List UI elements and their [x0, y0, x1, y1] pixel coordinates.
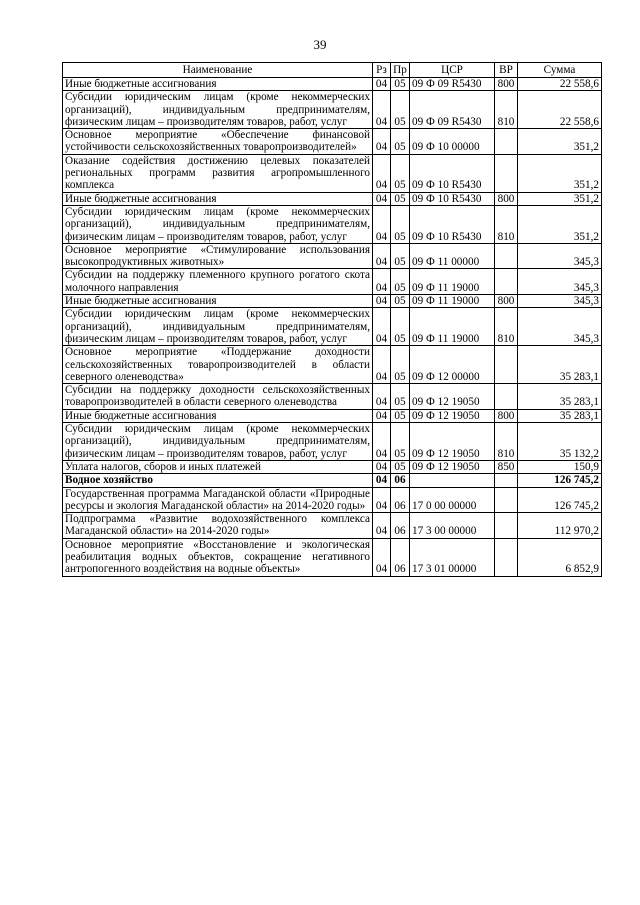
row-pr: 05	[391, 192, 410, 205]
row-rz: 04	[373, 384, 391, 410]
row-vr: 800	[495, 192, 518, 205]
row-name: Основное мероприятие «Обеспечение финансовой устойчивости сельскохозяйственных товаропроизводителей»	[63, 129, 373, 155]
row-sum: 35 132,2	[518, 423, 602, 461]
row-sum: 6 852,9	[518, 538, 602, 576]
row-pr: 05	[391, 308, 410, 346]
row-csr: 09 Ф 09 R5430	[410, 91, 495, 129]
row-vr: 810	[495, 308, 518, 346]
row-vr: 800	[495, 295, 518, 308]
row-pr: 05	[391, 460, 410, 473]
row-pr: 05	[391, 78, 410, 91]
row-vr: 810	[495, 423, 518, 461]
row-name: Основное мероприятие «Поддержание доходности сельскохозяйственных товаропроизводителей в области северного оленеводства»	[63, 346, 373, 384]
row-pr: 05	[391, 129, 410, 155]
row-vr	[495, 487, 518, 513]
row-vr	[495, 474, 518, 487]
row-name: Иные бюджетные ассигнования	[63, 78, 373, 91]
row-pr: 05	[391, 205, 410, 243]
row-pr: 05	[391, 384, 410, 410]
row-vr	[495, 513, 518, 539]
row-pr: 05	[391, 243, 410, 269]
row-name: Субсидии на поддержку племенного крупного рогатого скота молочного направления	[63, 269, 373, 295]
row-sum: 126 745,2	[518, 474, 602, 487]
row-vr: 810	[495, 91, 518, 129]
header-vr: ВР	[495, 63, 518, 78]
row-rz: 04	[373, 513, 391, 539]
row-rz: 04	[373, 308, 391, 346]
row-rz: 04	[373, 409, 391, 422]
row-pr: 05	[391, 295, 410, 308]
header-sum: Сумма	[518, 63, 602, 78]
row-name: Уплата налогов, сборов и иных платежей	[63, 460, 373, 473]
header-csr: ЦСР	[410, 63, 495, 78]
row-csr: 09 Ф 12 19050	[410, 409, 495, 422]
row-name: Субсидии юридическим лицам (кроме некоммерческих организаций), индивидуальным предпринимателям, физическим лицам – производителям товаров, работ, услуг	[63, 423, 373, 461]
row-csr: 09 Ф 12 19050	[410, 384, 495, 410]
row-sum: 112 970,2	[518, 513, 602, 539]
row-sum: 126 745,2	[518, 487, 602, 513]
row-sum: 345,3	[518, 308, 602, 346]
table-row	[63, 154, 602, 192]
table-row	[63, 91, 602, 129]
table-row	[63, 308, 602, 346]
row-vr	[495, 129, 518, 155]
row-rz: 04	[373, 474, 391, 487]
row-sum: 351,2	[518, 192, 602, 205]
row-csr: 09 Ф 10 R5430	[410, 192, 495, 205]
row-vr: 850	[495, 460, 518, 473]
page-number: 39	[313, 37, 327, 52]
header-name: Наименование	[63, 63, 373, 78]
row-sum: 22 558,6	[518, 91, 602, 129]
row-name: Основное мероприятие «Восстановление и экологическая реабилитация водных объектов, сокращение негативного антропогенного воздействия на водные объекты»	[63, 538, 373, 576]
row-rz: 04	[373, 129, 391, 155]
row-csr: 17 3 00 00000	[410, 513, 495, 539]
row-rz: 04	[373, 346, 391, 384]
row-rz: 04	[373, 295, 391, 308]
row-sum: 150,9	[518, 460, 602, 473]
row-pr: 06	[391, 474, 410, 487]
row-vr: 800	[495, 409, 518, 422]
table-row	[63, 78, 602, 91]
table-row	[63, 460, 602, 473]
row-rz: 04	[373, 269, 391, 295]
row-name: Субсидии на поддержку доходности сельскохозяйственных товаропроизводителей в области северного оленеводства	[63, 384, 373, 410]
row-pr: 06	[391, 513, 410, 539]
row-rz: 04	[373, 205, 391, 243]
row-sum: 35 283,1	[518, 346, 602, 384]
row-csr: 09 Ф 11 19000	[410, 269, 495, 295]
row-csr	[410, 474, 495, 487]
row-pr: 05	[391, 423, 410, 461]
table-row	[63, 423, 602, 461]
row-name: Субсидии юридическим лицам (кроме некоммерческих организаций), индивидуальным предпринимателям, физическим лицам – производителям товаров, работ, услуг	[63, 205, 373, 243]
table-row	[63, 409, 602, 422]
row-vr	[495, 243, 518, 269]
row-sum: 22 558,6	[518, 78, 602, 91]
row-csr: 09 Ф 11 00000	[410, 243, 495, 269]
header-rz: Рз	[373, 63, 391, 78]
row-rz: 04	[373, 487, 391, 513]
row-sum: 351,2	[518, 154, 602, 192]
row-csr: 17 0 00 00000	[410, 487, 495, 513]
row-csr: 09 Ф 12 00000	[410, 346, 495, 384]
row-pr: 05	[391, 346, 410, 384]
row-name: Субсидии юридическим лицам (кроме некоммерческих организаций), индивидуальным предпринимателям, физическим лицам – производителям товаров, работ, услуг	[63, 91, 373, 129]
row-csr: 09 Ф 11 19000	[410, 308, 495, 346]
row-vr	[495, 538, 518, 576]
row-pr: 05	[391, 269, 410, 295]
row-csr: 09 Ф 11 19000	[410, 295, 495, 308]
row-name: Подпрограмма «Развитие водохозяйственного комплекса Магаданской области» на 2014-2020 годы»	[63, 513, 373, 539]
row-name: Субсидии юридическим лицам (кроме некоммерческих организаций), индивидуальным предпринимателям, физическим лицам – производителям товаров, работ, услуг	[63, 308, 373, 346]
row-csr: 09 Ф 09 R5430	[410, 78, 495, 91]
row-vr	[495, 346, 518, 384]
table-header-row	[63, 63, 602, 78]
row-vr: 800	[495, 78, 518, 91]
row-name: Оказание содействия достижению целевых показателей региональных программ развития агропромышленного комплекса	[63, 154, 373, 192]
row-rz: 04	[373, 538, 391, 576]
table-row	[63, 384, 602, 410]
row-csr: 09 Ф 12 19050	[410, 423, 495, 461]
budget-table	[62, 62, 602, 577]
row-csr: 09 Ф 10 R5430	[410, 205, 495, 243]
row-name: Водное хозяйство	[63, 474, 373, 487]
table-body	[63, 78, 602, 577]
row-sum: 351,2	[518, 129, 602, 155]
table-row	[63, 513, 602, 539]
table-row	[63, 487, 602, 513]
row-csr: 09 Ф 10 R5430	[410, 154, 495, 192]
row-rz: 04	[373, 154, 391, 192]
row-rz: 04	[373, 192, 391, 205]
row-rz: 04	[373, 78, 391, 91]
table-row	[63, 205, 602, 243]
table-row	[63, 243, 602, 269]
row-name: Иные бюджетные ассигнования	[63, 192, 373, 205]
table-row	[63, 129, 602, 155]
row-rz: 04	[373, 91, 391, 129]
row-sum: 345,3	[518, 243, 602, 269]
table-row	[63, 295, 602, 308]
row-pr: 05	[391, 409, 410, 422]
row-vr: 810	[495, 205, 518, 243]
row-pr: 06	[391, 538, 410, 576]
row-sum: 345,3	[518, 295, 602, 308]
table-row	[63, 474, 602, 487]
table-row	[63, 269, 602, 295]
row-sum: 351,2	[518, 205, 602, 243]
row-pr: 06	[391, 487, 410, 513]
row-sum: 35 283,1	[518, 409, 602, 422]
row-rz: 04	[373, 243, 391, 269]
row-csr: 09 Ф 12 19050	[410, 460, 495, 473]
row-rz: 04	[373, 423, 391, 461]
row-csr: 09 Ф 10 00000	[410, 129, 495, 155]
row-sum: 345,3	[518, 269, 602, 295]
row-sum: 35 283,1	[518, 384, 602, 410]
row-name: Основное мероприятие «Стимулирование использования высокопродуктивных животных»	[63, 243, 373, 269]
row-csr: 17 3 01 00000	[410, 538, 495, 576]
header-pr: Пр	[391, 63, 410, 78]
row-vr	[495, 269, 518, 295]
row-rz: 04	[373, 460, 391, 473]
row-name: Государственная программа Магаданской области «Природные ресурсы и экология Магаданской области» на 2014-2020 годы»	[63, 487, 373, 513]
row-vr	[495, 154, 518, 192]
table-row	[63, 192, 602, 205]
table-row	[63, 538, 602, 576]
row-pr: 05	[391, 91, 410, 129]
row-vr	[495, 384, 518, 410]
row-name: Иные бюджетные ассигнования	[63, 409, 373, 422]
table-row	[63, 346, 602, 384]
row-pr: 05	[391, 154, 410, 192]
row-name: Иные бюджетные ассигнования	[63, 295, 373, 308]
